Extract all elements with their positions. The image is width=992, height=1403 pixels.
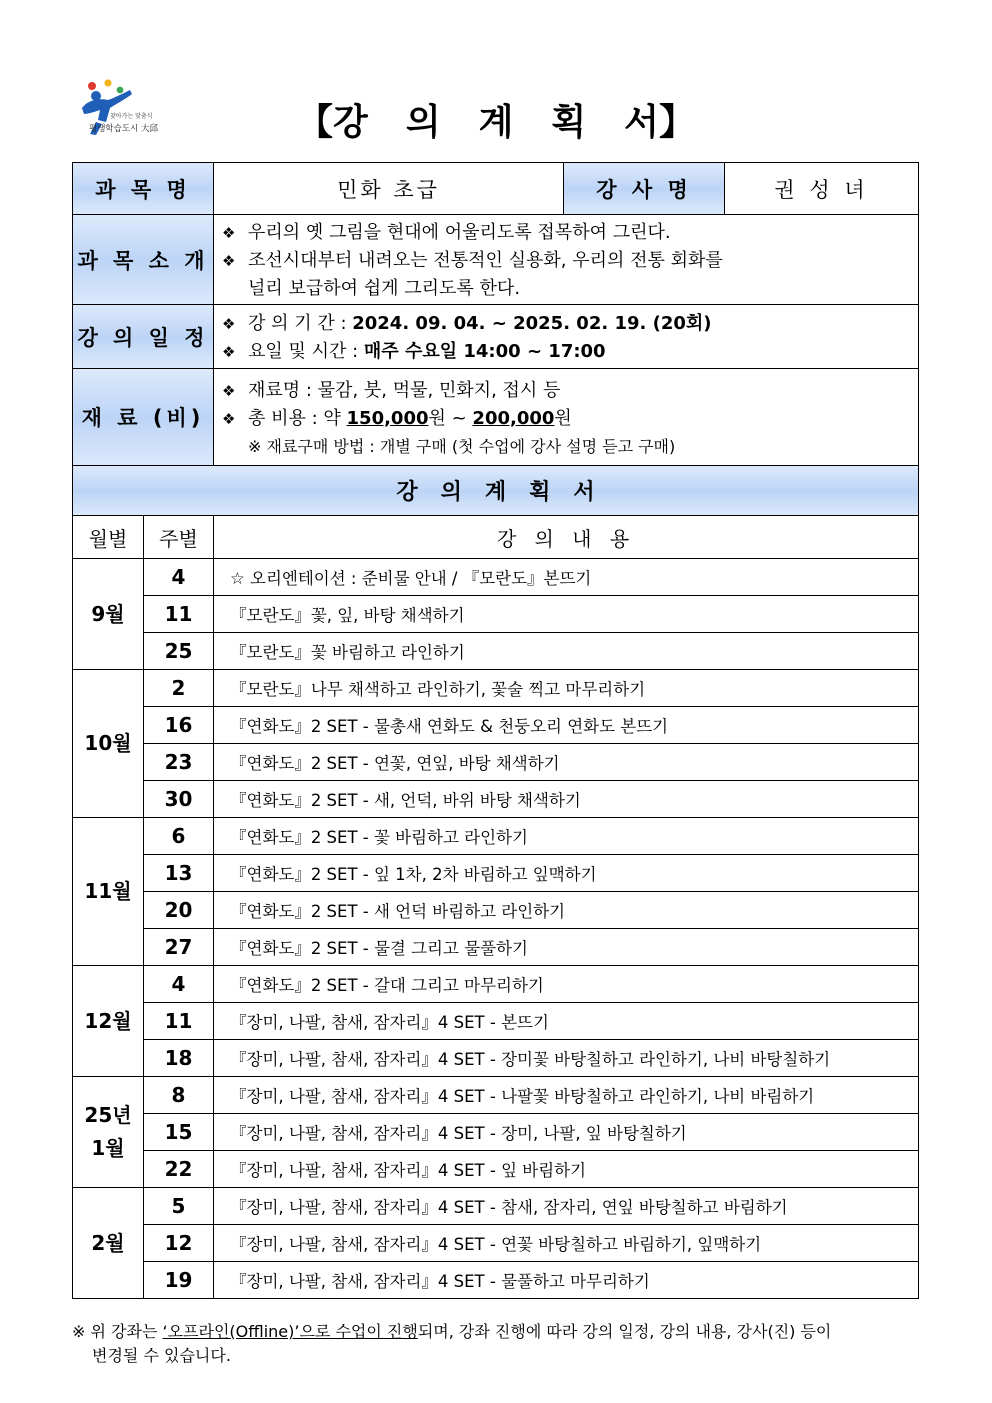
time-value: 매주 수요일 14:00 ~ 17:00 [363,340,606,362]
col-week-header: 주별 [144,516,214,559]
content-cell: 『장미, 나팔, 참새, 잠자리』4 SET - 연꽃 바탕칠하고 바림하기, 잎맥하기 [214,1225,919,1262]
week-cell: 11 [144,596,214,633]
month-cell [73,1077,144,1188]
table-row [73,1040,919,1077]
month-cell [73,966,144,1077]
week-cell: 15 [144,1114,214,1151]
content-cell: 『장미, 나팔, 참새, 잠자리』4 SET - 장미꽃 바탕칠하고 라인하기, 나비 바탕칠하기 [214,1040,919,1077]
content-cell: ☆ 오리엔테이션 : 준비물 안내 / 『모란도』본뜨기 [214,559,919,596]
course-info-table [72,162,919,466]
plan-title: 강 의 계 획 서 [73,466,919,516]
month-label: 11월 [84,879,132,903]
month-cell [73,670,144,818]
week-cell: 8 [144,1077,214,1114]
table-row [73,744,919,781]
week-cell: 13 [144,855,214,892]
material-label: 재 료 (비) [73,369,214,466]
week-cell: 23 [144,744,214,781]
bullet-icon: ❖ [222,224,236,242]
logo-tagline: 찾아가는 맞춤식 [110,113,153,120]
content-cell: 『장미, 나팔, 참새, 잠자리』4 SET - 물풀하고 마무리하기 [214,1262,919,1299]
month-cell [73,1188,144,1299]
schedule-label: 강 의 일 정 [73,305,214,369]
content-cell: 『연화도』2 SET - 꽃 바림하고 라인하기 [214,818,919,855]
week-cell: 12 [144,1225,214,1262]
intro-content: ❖ 우리의 옛 그림을 현대에 어울리도록 접목하여 그린다. ❖ 조선시대부터 내려오는 전통적인 실용화, 우리의 전통 회화를 널리 보급하여 쉽게 그리도록 한다. [214,215,919,305]
content-cell: 『장미, 나팔, 참새, 잠자리』4 SET - 본뜨기 [214,1003,919,1040]
instructor-value: 권 성 녀 [725,163,919,215]
bullet-icon: ❖ [222,409,236,428]
instructor-label: 강 사 명 [564,163,725,215]
table-row [73,818,919,855]
week-cell: 27 [144,929,214,966]
week-cell: 20 [144,892,214,929]
month-label: 12월 [84,1008,132,1033]
week-cell: 22 [144,1151,214,1188]
bullet-icon: ❖ [222,314,236,333]
bullet-icon: ❖ [222,381,236,400]
content-cell: 『장미, 나팔, 참새, 잠자리』4 SET - 잎 바림하기 [214,1151,919,1188]
table-row [73,966,919,1003]
month-label: 10월 [84,731,132,755]
week-cell: 30 [144,781,214,818]
col-content-header: 강 의 내 용 [214,516,919,559]
week-cell: 5 [144,1188,214,1225]
subject-label: 과 목 명 [73,163,214,215]
table-row [73,855,919,892]
table-row [73,1003,919,1040]
subject-value: 민화 초급 [214,163,564,215]
content-cell: 『모란도』나무 채색하고 라인하기, 꽃술 찍고 마무리하기 [214,670,919,707]
logo-city: 평생학습도시 大邱 [89,124,158,134]
content-cell: 『연화도』2 SET - 갈대 그리고 마무리하기 [214,966,919,1003]
col-month-header: 월별 [73,516,144,559]
table-row [73,633,919,670]
bullet-icon: ❖ [222,252,236,270]
content-cell: 『장미, 나팔, 참새, 잠자리』4 SET - 참새, 잠자리, 연잎 바탕칠하고 바림하기 [214,1188,919,1225]
content-cell: 『연화도』2 SET - 연꽃, 연잎, 바탕 채색하기 [214,744,919,781]
table-row [73,670,919,707]
month-cell [73,559,144,670]
content-cell: 『연화도』2 SET - 물총새 연화도 & 천둥오리 연화도 본뜨기 [214,707,919,744]
content-cell: 『연화도』2 SET - 잎 1차, 2차 바림하고 잎맥하기 [214,855,919,892]
week-cell: 11 [144,1003,214,1040]
week-cell: 18 [144,1040,214,1077]
page-title: 【강 의 계 획 서】 [297,102,695,143]
material-content: ❖ 재료명 : 물감, 붓, 먹물, 민화지, 접시 등 ❖ 총 비용 : 약 150,000원 ~ 200,000원 ※ 재료구매 방법 : 개별 구매 (첫 수업에 강사 설명 듣고 구매) [214,369,919,466]
month-label: 2월 [91,1230,125,1255]
table-row [73,892,919,929]
table-row [73,1188,919,1225]
table-row [73,929,919,966]
table-row [73,559,919,596]
footer-note: ※ 위 강좌는 ‘오프라인(Offline)’으로 수업이 진행되며, 강좌 진행에 따라 강의 일정, 강의 내용, 강사(진) 등이 변경될 수 있습니다. [72,1322,832,1365]
content-cell: 『모란도』꽃 바림하고 라인하기 [214,633,919,670]
week-cell: 6 [144,818,214,855]
table-row [73,1077,919,1114]
table-row [73,707,919,744]
content-cell: 『연화도』2 SET - 새 언덕 바림하고 라인하기 [214,892,919,929]
week-cell: 19 [144,1262,214,1299]
table-row [73,596,919,633]
month-label: 1월 [91,1136,125,1160]
table-row [73,1151,919,1188]
week-cell: 2 [144,670,214,707]
intro-label: 과 목 소 개 [73,215,214,305]
content-cell: 『모란도』꽃, 잎, 바탕 채색하기 [214,596,919,633]
table-row [73,781,919,818]
content-cell: 『장미, 나팔, 참새, 잠자리』4 SET - 장미, 나팔, 잎 바탕칠하기 [214,1114,919,1151]
week-cell: 25 [144,633,214,670]
period-value: 2024. 09. 04. ~ 2025. 02. 19. (20회) [352,312,712,334]
schedule-content: ❖ 강 의 기 간 : 2024. 09. 04. ~ 2025. 02. 19. (20회) ❖ 요일 및 시간 : 매주 수요일 14:00 ~ 17:00 [214,305,919,369]
week-cell: 4 [144,559,214,596]
table-row [73,1225,919,1262]
month-label: 9월 [91,601,125,626]
content-cell: 『연화도』2 SET - 물결 그리고 물풀하기 [214,929,919,966]
content-cell: 『장미, 나팔, 참새, 잠자리』4 SET - 나팔꽃 바탕칠하고 라인하기, 나비 바림하기 [214,1077,919,1114]
purchase-note: ※ 재료구매 방법 : 개별 구매 (첫 수업에 강사 설명 듣고 구매) [248,436,676,456]
month-cell [73,818,144,966]
cost-min: 150,000 [346,407,429,429]
table-row [73,1114,919,1151]
bullet-icon: ❖ [222,342,236,361]
content-cell: 『연화도』2 SET - 새, 언덕, 바위 바탕 채색하기 [214,781,919,818]
table-row [73,1262,919,1299]
cost-max: 200,000 [472,407,555,429]
week-cell: 16 [144,707,214,744]
lecture-plan-table [72,465,919,1299]
week-cell: 4 [144,966,214,1003]
month-label: 25년 [84,1103,132,1127]
offline-note: ‘오프라인(Offline)’으로 수업이 진행 [162,1322,418,1341]
